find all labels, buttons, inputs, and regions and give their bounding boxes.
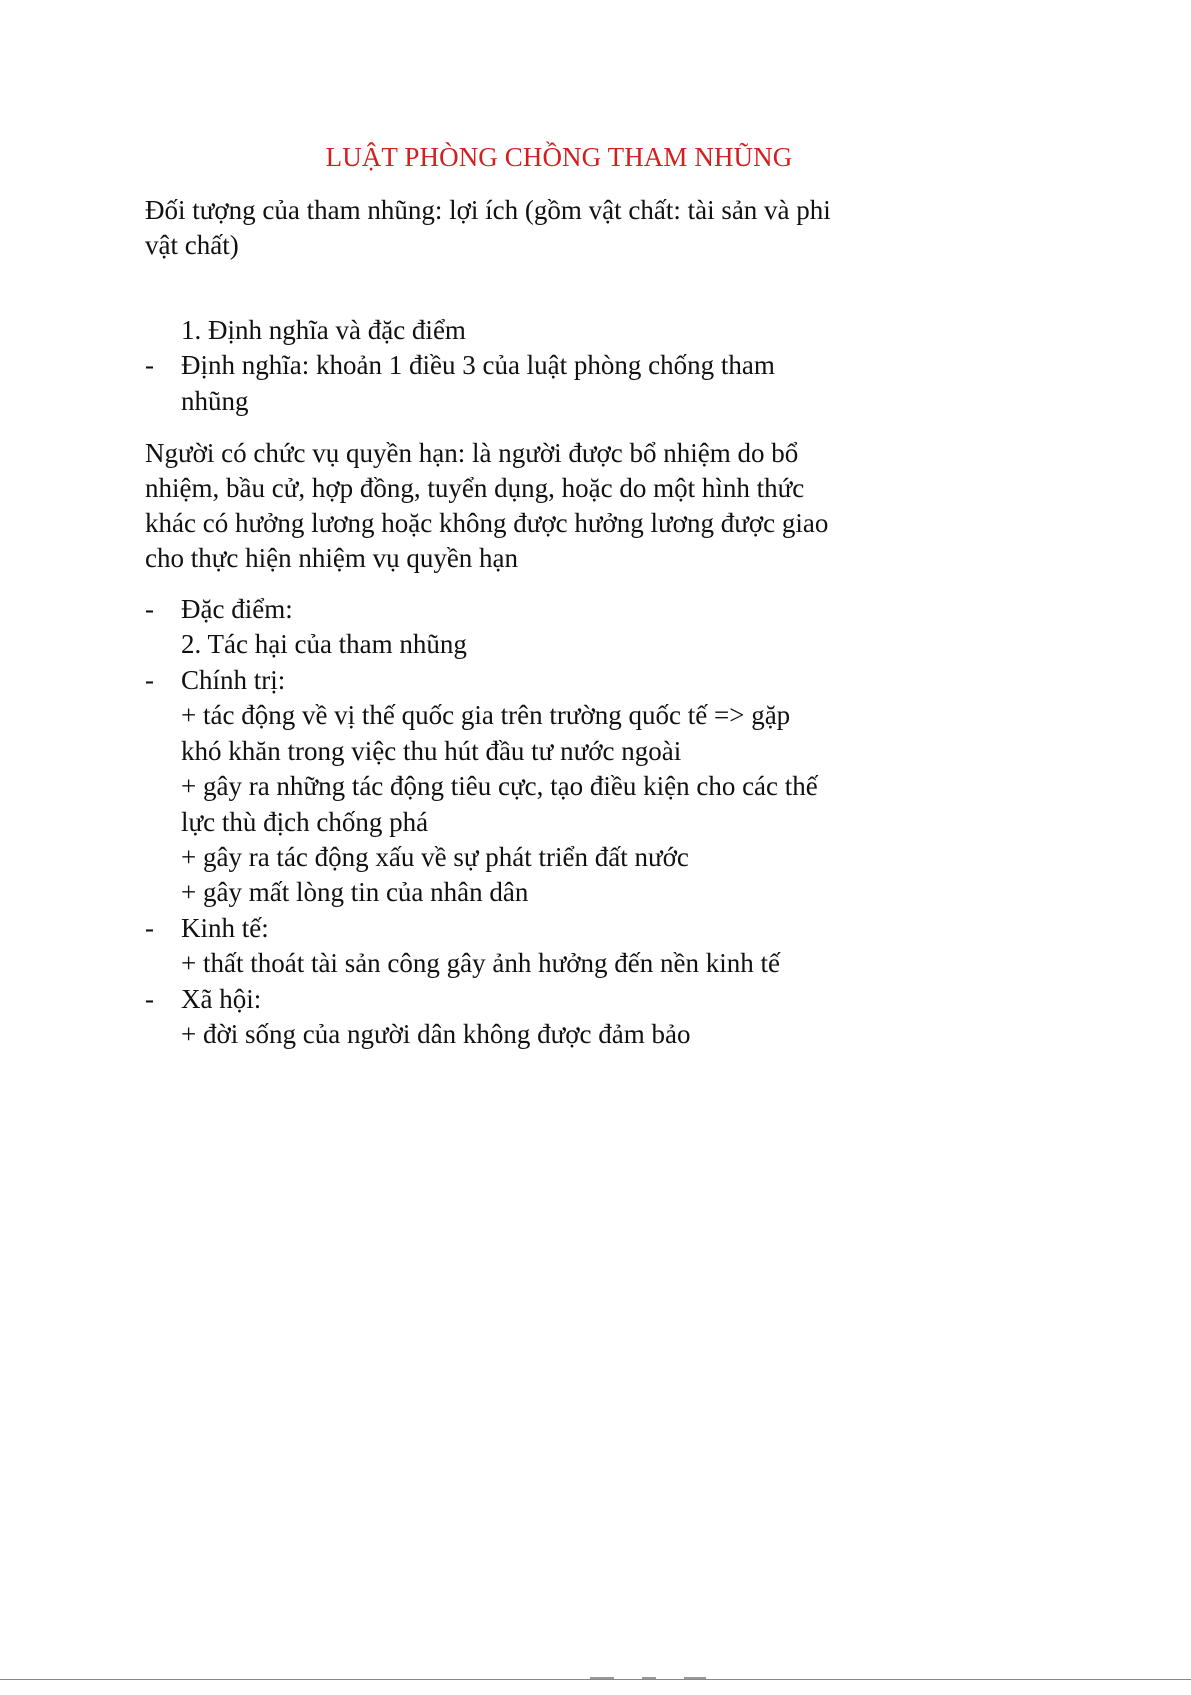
politics-item-1-line-2: khó khăn trong việc thu hút đầu tư nước ngoài bbox=[181, 736, 682, 766]
intro-line-2: vật chất) bbox=[145, 230, 239, 260]
authority-line-2: nhiệm, bầu cử, hợp đồng, tuyển dụng, hoặc do một hình thức bbox=[145, 473, 805, 503]
definition-line-2: nhũng bbox=[181, 386, 249, 416]
authority-line-3: khác có hưởng lương hoặc không được hưởng lương được giao bbox=[145, 508, 829, 538]
politics-item-2-line-1: + gây ra những tác động tiêu cực, tạo điều kiện cho các thế bbox=[181, 771, 818, 801]
society-item-1: + đời sống của người dân không được đảm bảo bbox=[181, 1019, 691, 1049]
economy-item-1: + thất thoát tài sản công gây ảnh hưởng đến nền kinh tế bbox=[181, 948, 780, 978]
page-title: LUẬT PHÒNG CHỒNG THAM NHŨNG bbox=[325, 142, 793, 172]
society-label: Xã hội: bbox=[181, 984, 262, 1014]
politics-item-2-line-2: lực thù địch chống phá bbox=[181, 807, 429, 837]
bullet-dash: - bbox=[145, 665, 154, 695]
section-1-heading: 1. Định nghĩa và đặc điểm bbox=[181, 315, 466, 345]
definition-line-1: Định nghĩa: khoản 1 điều 3 của luật phòng chống tham bbox=[181, 350, 775, 380]
bullet-dash: - bbox=[145, 594, 154, 624]
characteristics-label: Đặc điểm: bbox=[181, 594, 293, 624]
authority-line-1: Người có chức vụ quyền hạn: là người được bổ nhiệm do bổ bbox=[145, 438, 799, 468]
bullet-dash: - bbox=[145, 913, 154, 943]
bullet-dash: - bbox=[145, 984, 154, 1014]
bullet-dash: - bbox=[145, 350, 154, 380]
intro-line-1: Đối tượng của tham nhũng: lợi ích (gồm vật chất: tài sản và phi bbox=[145, 195, 831, 225]
section-2-heading: 2. Tác hại của tham nhũng bbox=[181, 629, 467, 659]
politics-item-1-line-1: + tác động về vị thế quốc gia trên trường quốc tế => gặp bbox=[181, 700, 791, 730]
politics-item-4: + gây mất lòng tin của nhân dân bbox=[181, 877, 529, 907]
politics-item-3: + gây ra tác động xấu về sự phát triển đất nước bbox=[181, 842, 689, 872]
economy-label: Kinh tế: bbox=[181, 913, 269, 943]
authority-line-4: cho thực hiện nhiệm vụ quyền hạn bbox=[145, 543, 519, 573]
page-bottom-marks bbox=[590, 1677, 790, 1685]
politics-label: Chính trị: bbox=[181, 665, 286, 695]
